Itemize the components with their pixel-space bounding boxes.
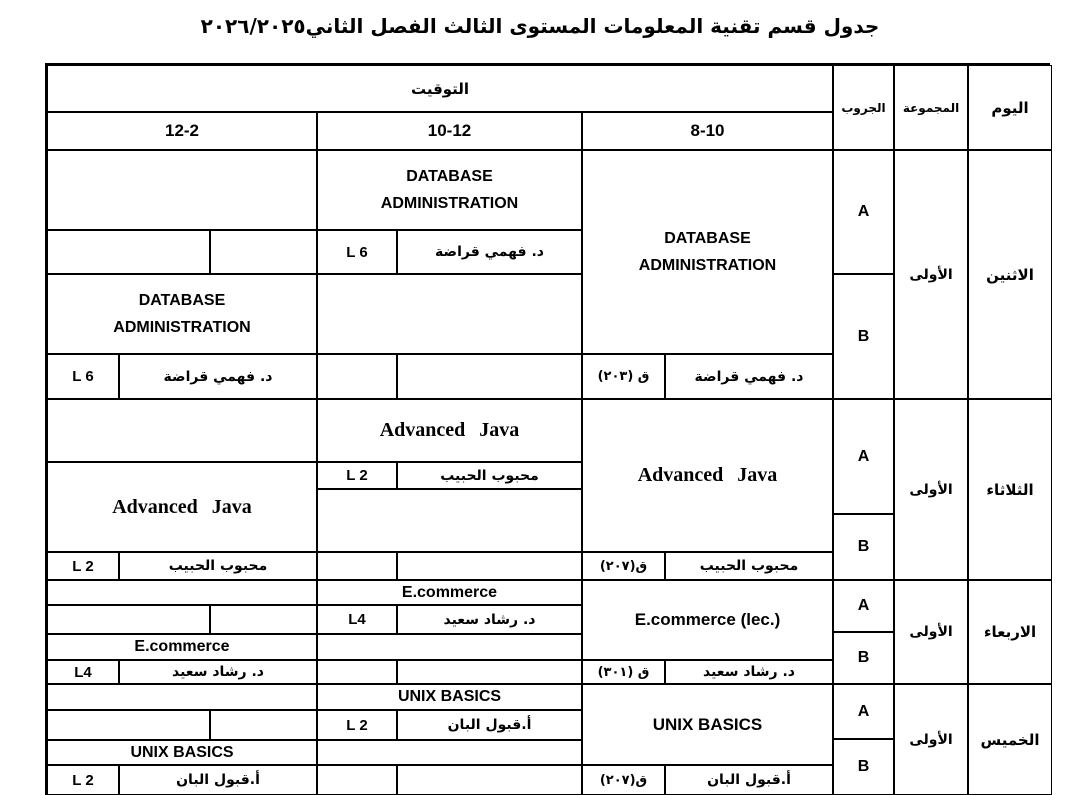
thu-lab-b-course: UNIX BASICS bbox=[47, 740, 317, 765]
tue-lab-b-code: L 2 bbox=[47, 552, 119, 580]
header-timing: التوقيت bbox=[47, 65, 833, 112]
mon-lab-b-course: DATABASE ADMINISTRATION bbox=[47, 274, 317, 354]
thu-section: الأولى bbox=[894, 684, 968, 795]
wed-lecture-lecturer: د. رشاد سعيد bbox=[665, 660, 833, 684]
tue-lecture-course: Advanced Java bbox=[582, 399, 833, 552]
thu-lab-a-course: UNIX BASICS bbox=[317, 684, 582, 710]
mon-day: الاثنين bbox=[968, 150, 1052, 399]
mon-lecture-room: ق (٢٠٣) bbox=[582, 354, 665, 399]
empty-cell bbox=[47, 150, 317, 230]
empty-cell bbox=[210, 710, 317, 740]
timetable bbox=[45, 63, 1050, 795]
mon-lecture-lecturer: د. فهمي قراضة bbox=[665, 354, 833, 399]
header-day: اليوم bbox=[968, 65, 1052, 150]
empty-cell bbox=[397, 765, 582, 795]
thu-lab-b-lecturer: أ.قبول البان bbox=[119, 765, 317, 795]
wed-lab-a-code: L4 bbox=[317, 605, 397, 634]
empty-cell bbox=[317, 354, 397, 399]
tue-lab-a-lecturer: محبوب الحبيب bbox=[397, 462, 582, 489]
mon-lab-a-lecturer: د. فهمي قراضة bbox=[397, 230, 582, 274]
empty-cell bbox=[47, 710, 210, 740]
wed-day: الاربعاء bbox=[968, 580, 1052, 684]
empty-cell bbox=[317, 552, 397, 580]
empty-cell bbox=[317, 660, 397, 684]
empty-cell bbox=[47, 399, 317, 462]
empty-cell bbox=[47, 684, 317, 710]
empty-cell bbox=[47, 605, 210, 634]
header-slot-12-2: 12-2 bbox=[47, 112, 317, 150]
mon-lab-b-code: L 6 bbox=[47, 354, 119, 399]
tue-lecture-lecturer: محبوب الحبيب bbox=[665, 552, 833, 580]
header-slot-8-10: 8-10 bbox=[582, 112, 833, 150]
tue-lab-a-code: L 2 bbox=[317, 462, 397, 489]
empty-cell bbox=[317, 740, 582, 765]
thu-day: الخميس bbox=[968, 684, 1052, 795]
empty-cell bbox=[317, 765, 397, 795]
empty-cell bbox=[210, 605, 317, 634]
mon-lab-b-lecturer: د. فهمي قراضة bbox=[119, 354, 317, 399]
thu-lecture-course: UNIX BASICS bbox=[582, 684, 833, 765]
mon-section: الأولى bbox=[894, 150, 968, 399]
page-title: جدول قسم تقنية المعلومات المستوى الثالث الفصل الثاني٢٠٢٦/٢٠٢٥ bbox=[200, 14, 880, 38]
empty-cell bbox=[397, 552, 582, 580]
wed-lab-b-lecturer: د. رشاد سعيد bbox=[119, 660, 317, 684]
thu-group-b: B bbox=[833, 739, 894, 795]
tue-day: الثلاثاء bbox=[968, 399, 1052, 580]
tue-lecture-room: ق(٢٠٧) bbox=[582, 552, 665, 580]
empty-cell bbox=[317, 634, 582, 660]
mon-lab-a-code: L 6 bbox=[317, 230, 397, 274]
thu-lab-b-code: L 2 bbox=[47, 765, 119, 795]
header-slot-10-12: 10-12 bbox=[317, 112, 582, 150]
wed-lecture-course: E.commerce (lec.) bbox=[582, 580, 833, 660]
mon-group-b: B bbox=[833, 274, 894, 399]
wed-lecture-room: ق (٣٠١) bbox=[582, 660, 665, 684]
empty-cell bbox=[210, 230, 317, 274]
wed-lab-b-code: L4 bbox=[47, 660, 119, 684]
empty-cell bbox=[317, 489, 582, 552]
thu-lab-a-code: L 2 bbox=[317, 710, 397, 740]
empty-cell bbox=[397, 660, 582, 684]
mon-lecture-course: DATABASE ADMINISTRATION bbox=[582, 150, 833, 354]
mon-lab-a-course: DATABASE ADMINISTRATION bbox=[317, 150, 582, 230]
tue-lab-b-course: Advanced Java bbox=[47, 462, 317, 552]
wed-lab-a-lecturer: د. رشاد سعيد bbox=[397, 605, 582, 634]
thu-group-a: A bbox=[833, 684, 894, 739]
thu-lab-a-lecturer: أ.قبول البان bbox=[397, 710, 582, 740]
wed-lab-a-course: E.commerce bbox=[317, 580, 582, 605]
empty-cell bbox=[397, 354, 582, 399]
header-group: الجروب bbox=[833, 65, 894, 150]
wed-group-b: B bbox=[833, 632, 894, 684]
tue-group-b: B bbox=[833, 514, 894, 580]
empty-cell bbox=[317, 274, 582, 354]
mon-group-a: A bbox=[833, 150, 894, 274]
empty-cell bbox=[47, 230, 210, 274]
tue-section: الأولى bbox=[894, 399, 968, 580]
thu-lecture-lecturer: أ.قبول البان bbox=[665, 765, 833, 795]
thu-lecture-room: ق(٢٠٧) bbox=[582, 765, 665, 795]
empty-cell bbox=[47, 580, 317, 605]
header-section: المجموعة bbox=[894, 65, 968, 150]
wed-lab-b-course: E.commerce bbox=[47, 634, 317, 660]
tue-lab-a-course: Advanced Java bbox=[317, 399, 582, 462]
wed-group-a: A bbox=[833, 580, 894, 632]
tue-group-a: A bbox=[833, 399, 894, 514]
wed-section: الأولى bbox=[894, 580, 968, 684]
tue-lab-b-lecturer: محبوب الحبيب bbox=[119, 552, 317, 580]
